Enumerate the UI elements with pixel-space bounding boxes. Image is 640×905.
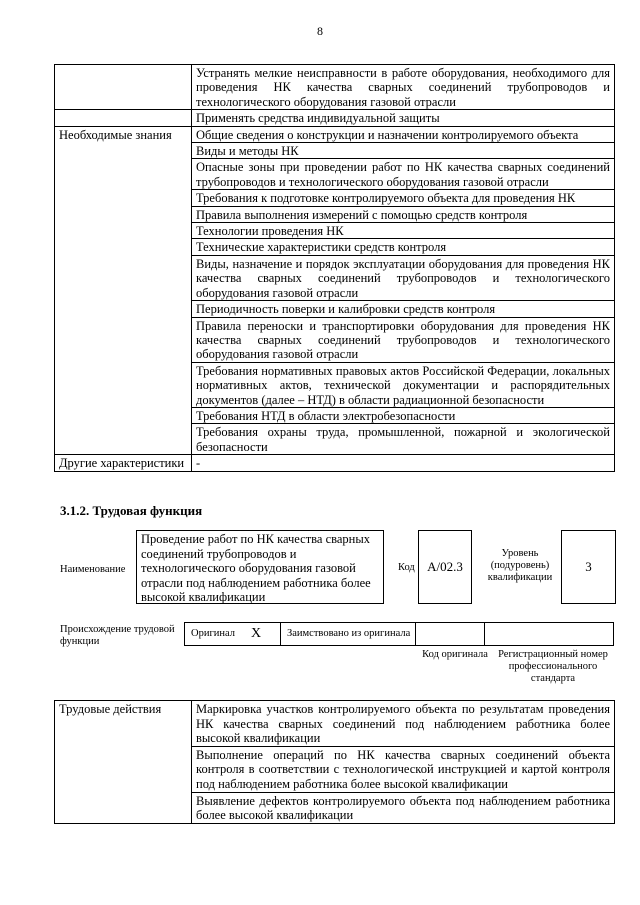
row-text: Требования к подготовке контролируемого объекта для проведения НК bbox=[192, 190, 615, 206]
row-text: Выявление дефектов контролируемого объекта под наблюдением работника более высокой квалификации bbox=[192, 792, 615, 823]
origin-label: Происхождение трудовой функции bbox=[60, 624, 175, 647]
row-text: Требования нормативных правовых актов Российской Федерации, локальных нормативных актов, технической документации и распорядительных документов (далее – НТД) в области радиационной безопасности bbox=[192, 362, 615, 407]
reg-number-label: Регистрационный номер профессионального стандарта bbox=[498, 649, 608, 684]
code-original-label: Код оригинала bbox=[422, 649, 488, 660]
code-value: A/02.3 bbox=[418, 530, 472, 604]
reg-number-cell bbox=[484, 622, 614, 646]
row-text: Требования охраны труда, промышленной, пожарной и экологической безопасности bbox=[192, 424, 615, 455]
table-row bbox=[55, 65, 615, 110]
row-label bbox=[55, 65, 192, 110]
origin-row bbox=[185, 622, 616, 646]
knowledge-table bbox=[54, 64, 615, 472]
row-text: Технические характеристики средств контроля bbox=[192, 239, 615, 255]
borrowed-cell bbox=[280, 622, 416, 646]
row-text: Виды, назначение и порядок эксплуатации оборудования для проведения НК качества сварных соединений трубопроводов и технологического оборудования газовой отрасли bbox=[192, 255, 615, 300]
row-text: - bbox=[192, 455, 615, 471]
row-text: Виды и методы НК bbox=[192, 143, 615, 159]
page-number: 8 bbox=[317, 24, 323, 38]
labor-actions-table bbox=[54, 700, 615, 824]
row-text: Маркировка участков контролируемого объекта по результатам проведения НК качества сварных соединений под наблюдением работника более высокой квалификации bbox=[192, 701, 615, 747]
row-label-labor-actions: Трудовые действия bbox=[55, 701, 192, 824]
name-label: Наименование bbox=[60, 564, 126, 575]
function-name-box: Проведение работ по НК качества сварных соединений трубопроводов и технологического оборудования газовой отрасли под наблюдением работника более высокой квалификации bbox=[136, 530, 384, 604]
row-label bbox=[55, 110, 192, 126]
row-text: Общие сведения о конструкции и назначении контролируемого объекта bbox=[192, 126, 615, 142]
level-value: 3 bbox=[561, 530, 616, 604]
section-title: 3.1.2. Трудовая функция bbox=[60, 503, 203, 518]
code-label: Код bbox=[398, 562, 415, 573]
row-text: Выполнение операций по НК качества сварных соединений объекта контроля в соответствии с технологической инструкцией и картой контроля под наблюдением работника более высокой квалификации bbox=[192, 746, 615, 792]
original-label: Оригинал bbox=[191, 628, 235, 639]
row-text: Правила выполнения измерений с помощью средств контроля bbox=[192, 206, 615, 222]
table-row bbox=[55, 701, 615, 747]
row-text: Периодичность поверки и калибровки средств контроля bbox=[192, 301, 615, 317]
table-row bbox=[55, 110, 615, 126]
row-text: Устранять мелкие неисправности в работе оборудования, необходимого для проведения НК качества сварных соединений трубопроводов и технологического оборудования газовой отрасли bbox=[192, 65, 615, 110]
borrowed-label: Заимствовано из оригинала bbox=[287, 628, 411, 639]
code-original-cell bbox=[415, 622, 485, 646]
row-label-necessary-knowledge: Необходимые знания bbox=[55, 126, 192, 455]
row-label-other-characteristics: Другие характеристики bbox=[55, 455, 192, 471]
original-cell bbox=[184, 622, 281, 646]
row-text: Применять средства индивидуальной защиты bbox=[192, 110, 615, 126]
level-label: Уровень (подуровень) квалификации bbox=[487, 548, 553, 583]
original-mark: X bbox=[251, 626, 262, 641]
row-text: Технологии проведения НК bbox=[192, 223, 615, 239]
row-text: Опасные зоны при проведении работ по НК качества сварных соединений трубопроводов и технологического оборудования газовой отрасли bbox=[192, 159, 615, 190]
row-text: Правила переноски и транспортировки оборудования для проведения НК качества сварных соединений трубопроводов и технологического оборудования газовой отрасли bbox=[192, 317, 615, 362]
table-row bbox=[55, 126, 615, 142]
row-text: Требования НТД в области электробезопасности bbox=[192, 407, 615, 423]
table-row bbox=[55, 455, 615, 471]
